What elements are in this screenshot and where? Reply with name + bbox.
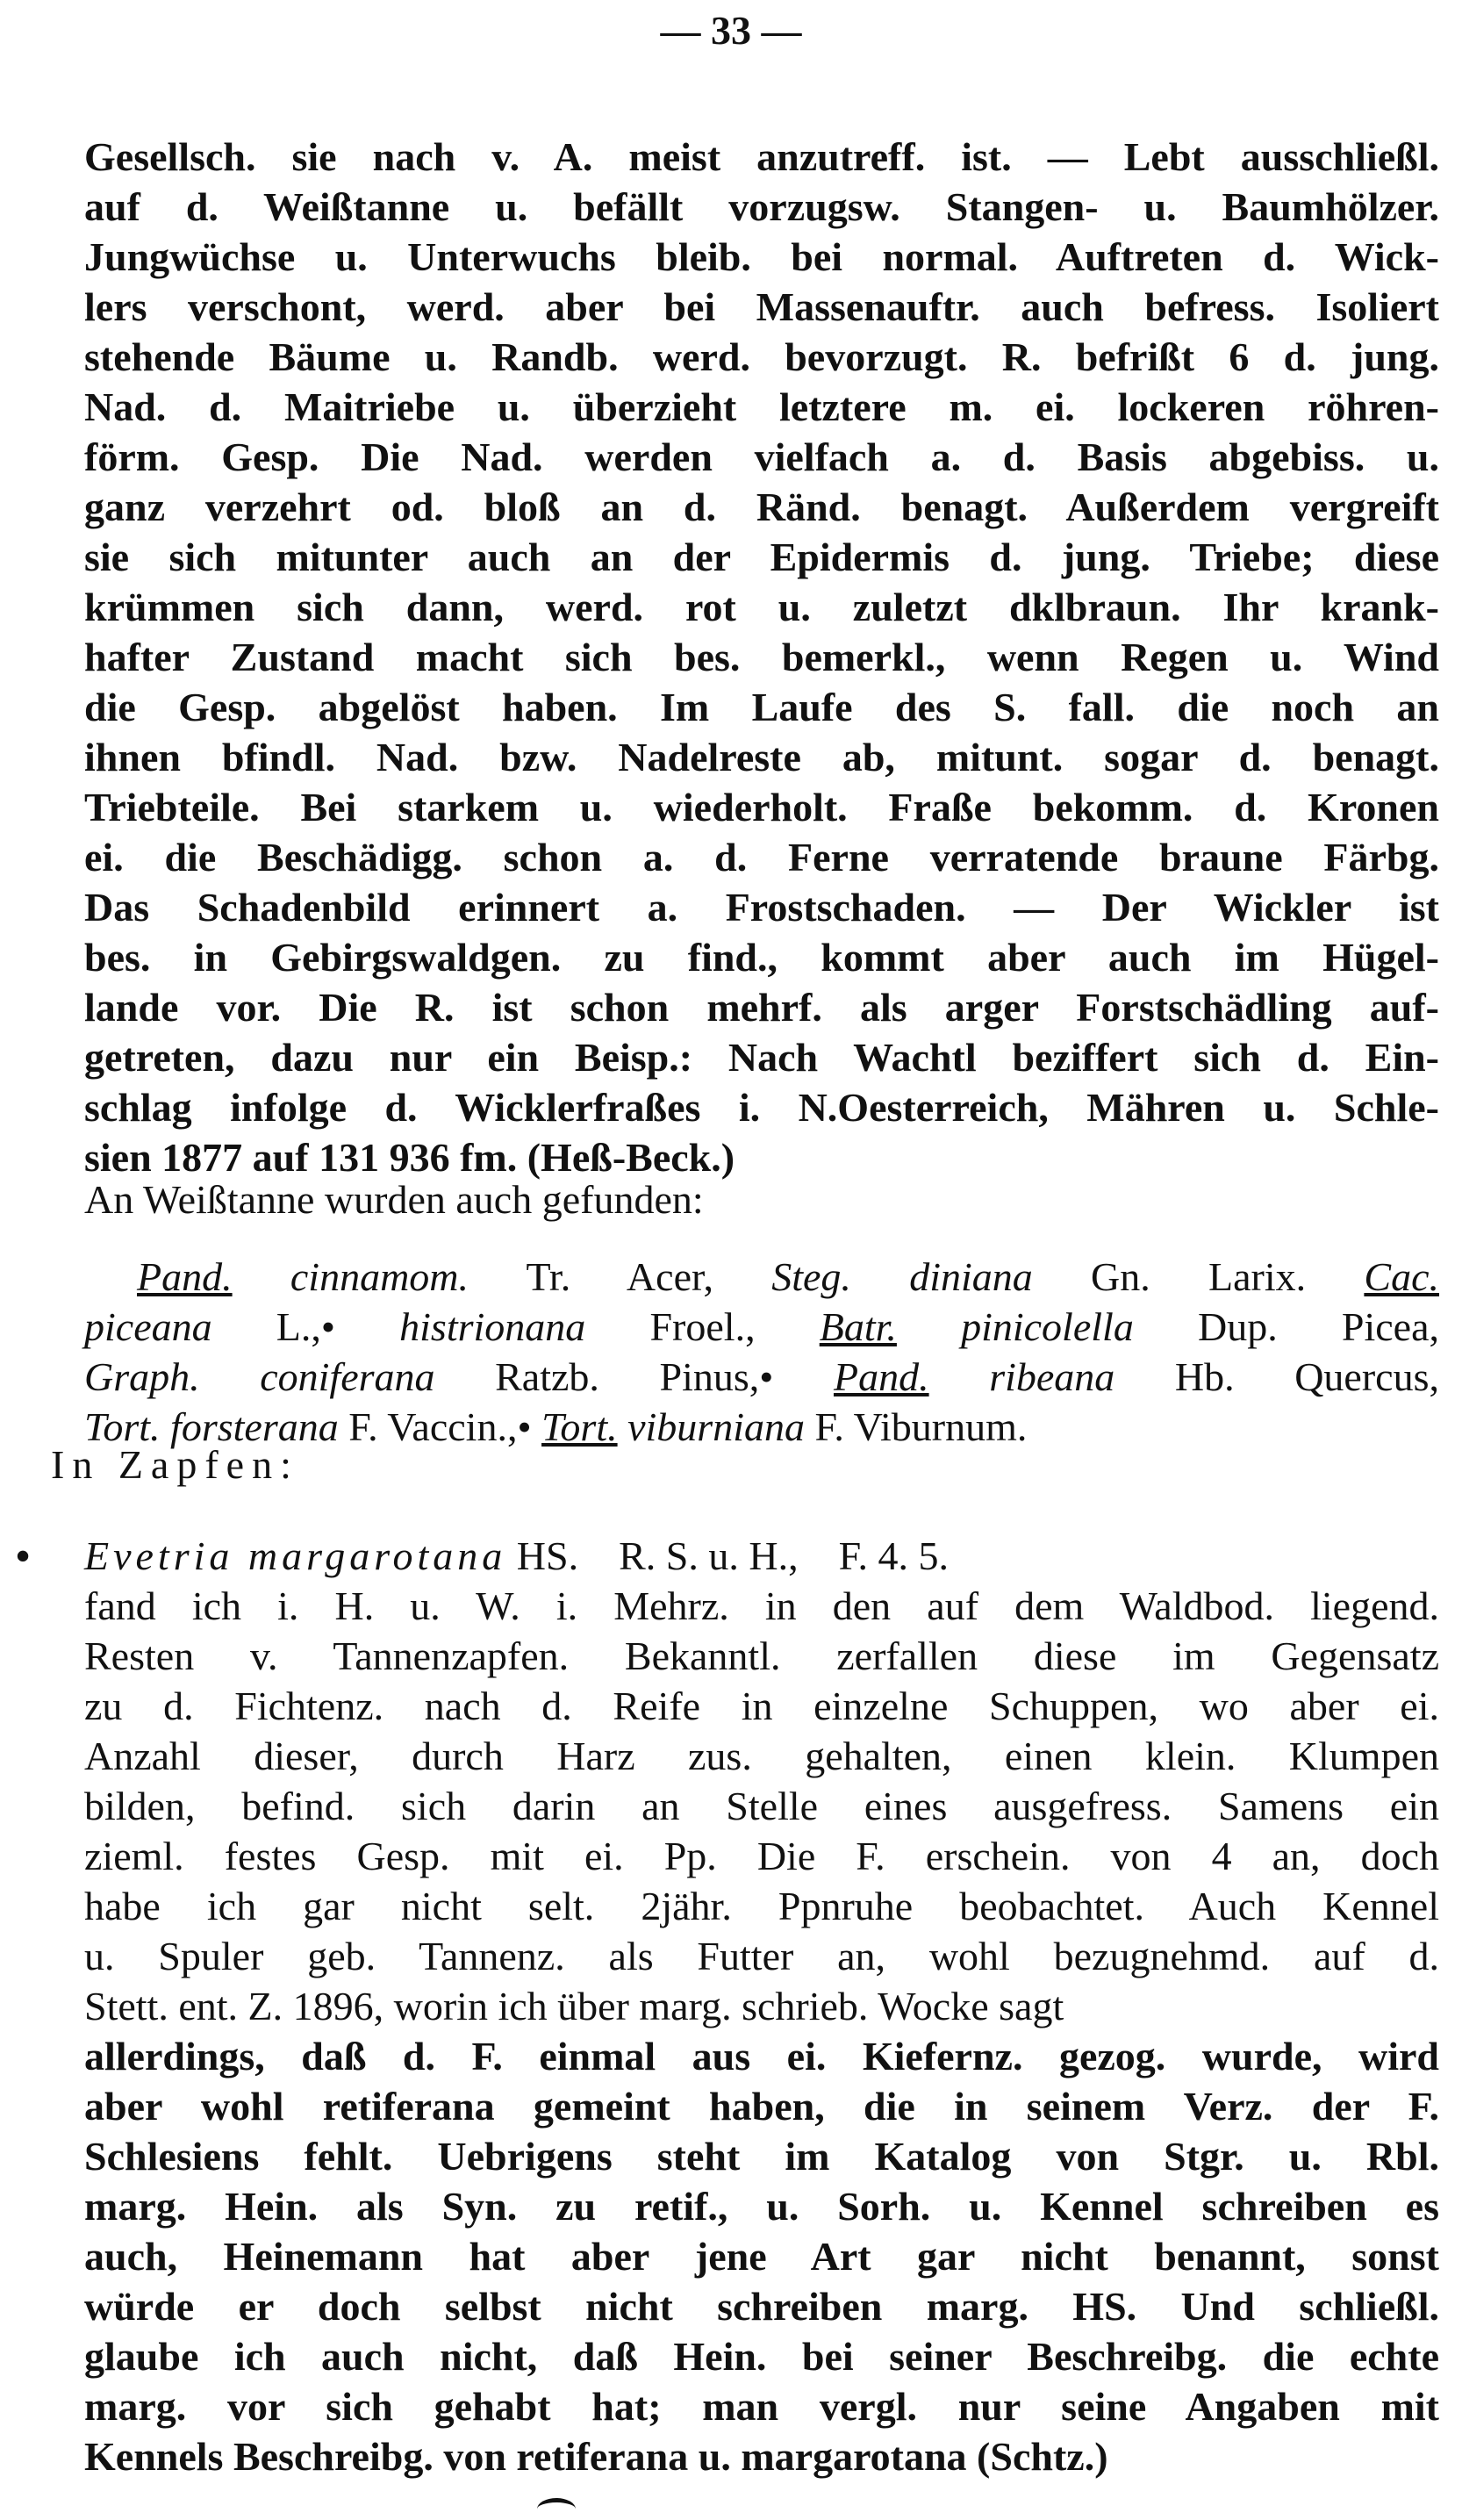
text-line: Schlesiens fehlt. Uebrigens steht im Katalog von Stgr. u. Rbl. [84, 2134, 1439, 2179]
text-line: Nad. d. Maitriebe u. überzieht letztere m. ei. lockeren röhren- [84, 384, 1439, 429]
text-line: lers verschont, werd. aber bei Massenauftr. auch befress. Isoliert [84, 284, 1439, 329]
species-genus: Pand. [833, 1354, 929, 1399]
species-line [84, 1352, 1439, 1402]
text-line: schlag infolge d. Wicklerfraßes i. N.Oesterreich, Mähren u. Schle- [84, 1085, 1439, 1130]
paragraph-zapfen [84, 1581, 1439, 2031]
text-line: allerdings, daß d. F. einmal aus ei. Kiefernz. gezog. wurde, wird [84, 2034, 1439, 2078]
text-line: auch, Heinemann hat aber jene Art gar nicht benannt, sonst [84, 2234, 1439, 2279]
text-line: krümmen sich dann, werd. rot u. zuletzt dklbraun. Ihr krank- [84, 585, 1439, 629]
species-name: Steg. diniana [771, 1254, 1033, 1299]
species-host: Gn. Larix. [1032, 1254, 1365, 1299]
text-line: glaube ich auch nicht, daß Hein. bei seiner Beschreibg. die echte [84, 2334, 1439, 2379]
species-host: Ratzb. Pinus,• [434, 1354, 834, 1399]
text-line: Triebteile. Bei starkem u. wiederholt. Fraße bekomm. d. Kronen [84, 785, 1439, 829]
text-line: marg. Hein. als Syn. zu retif., u. Sorh. u. Kennel schreiben es [84, 2184, 1439, 2229]
text-line: lande vor. Die R. ist schon mehrf. als arger Forstschädling auf- [84, 985, 1439, 1030]
species-host: Dup. Picea, [1133, 1304, 1439, 1349]
species-name: ribeana [928, 1354, 1115, 1399]
species-host: F. Vaccin.,• [338, 1404, 542, 1449]
species-name: piceana [84, 1304, 212, 1349]
species-host: L.,• [211, 1304, 400, 1349]
entry-bullet: • [16, 1533, 31, 1578]
species-host: F. Viburnum. [805, 1404, 1028, 1449]
species-list [84, 1252, 1439, 1452]
text-line: Jungwüchse u. Unterwuchs bleib. bei normal. Auftreten d. Wick- [84, 234, 1439, 279]
text-line: förm. Gesp. Die Nad. werden vielfach a. d. Basis abgebiss. u. [84, 434, 1439, 479]
text-line: habe ich gar nicht selt. 2jähr. Ppnruhe beobachtet. Auch Kennel [84, 1884, 1439, 1928]
species-genus: Tort. [541, 1404, 618, 1449]
entry-species-name: Evetria margarotana [84, 1533, 507, 1578]
species-name: Tort. forsterana [84, 1404, 339, 1449]
text-line: die Gesp. abgelöst haben. Im Laufe des S. fall. die noch an [84, 685, 1439, 729]
species-genus: Batr. [819, 1304, 897, 1349]
paragraph-zapfen-continued [84, 2031, 1439, 2481]
text-line: marg. vor sich gehabt hat; man vergl. nur seine Angaben mit [84, 2384, 1439, 2429]
text-line: Resten v. Tannenzapfen. Bekanntl. zerfallen diese im Gegensatz [84, 1633, 1439, 1678]
text-line: sie sich mitunter auch an der Epidermis d. jung. Triebe; diese [84, 535, 1439, 579]
text-line: Gesellsch. sie nach v. A. meist anzutreff. ist. — Lebt ausschließl. [84, 134, 1439, 179]
section-heading: In Zapfen: [51, 1442, 299, 1487]
entry-margarotana [84, 1531, 1439, 1581]
text-line: getreten, dazu nur ein Beisp.: Nach Wachtl beziffert sich d. Ein- [84, 1035, 1439, 1080]
text-line: Das Schadenbild erinnert a. Frostschaden. — Der Wickler ist [84, 885, 1439, 930]
text-line: stehende Bäume u. Randb. werd. bevorzugt. R. befrißt 6 d. jung. [84, 334, 1439, 379]
text-line: u. Spuler geb. Tannenz. als Futter an, wohl bezugnehmd. auf d. [84, 1934, 1439, 1978]
species-host: Hb. Quercus, [1114, 1354, 1439, 1399]
paragraph-weisstanne [84, 132, 1439, 1182]
text-line: Kennels Beschreibg. von retiferana u. margarotana (Schtz.) [84, 2434, 1108, 2479]
text-line: auf d. Weißtanne u. befällt vorzugsw. Stangen- u. Baumhölzer. [84, 184, 1439, 229]
text-line: zieml. festes Gesp. mit ei. Pp. Die F. erschein. von 4 an, doch [84, 1834, 1439, 1878]
entry-meta: HS. R. S. u. H., F. 4. 5. [506, 1533, 949, 1578]
entry-heading-line [84, 1531, 1439, 1581]
species-name: cinnamom. [232, 1254, 469, 1299]
text-line: ganz verzehrt od. bloß an d. Ränd. benagt. Außerdem vergreift [84, 485, 1439, 529]
found-intro-text: An Weißtanne wurden auch gefunden: [84, 1177, 704, 1222]
text-line: bes. in Gebirgswaldgen. zu find., kommt aber auch im Hügel- [84, 935, 1439, 980]
page-number: — 33 — [660, 8, 802, 53]
text-line: sien 1877 auf 131 936 fm. (Heß-Beck.) [84, 1135, 735, 1180]
text-line: Stett. ent. Z. 1896, worin ich über marg. schrieb. Wocke sagt [84, 1984, 1064, 2028]
text-line: Anzahl dieser, durch Harz zus. gehalten, einen klein. Klumpen [84, 1734, 1439, 1778]
species-host: Froel., [585, 1304, 820, 1349]
species-line [84, 1302, 1439, 1352]
species-genus: Cac. [1364, 1254, 1439, 1299]
species-name: Graph. coniferana [84, 1354, 435, 1399]
text-line: bilden, befind. sich darin an Stelle eines ausgefress. Samens ein [84, 1784, 1439, 1828]
found-intro [84, 1174, 1439, 1224]
text-line: fand ich i. H. u. W. i. Mehrz. in den auf dem Waldbod. liegend. [84, 1583, 1439, 1628]
text-line: aber wohl retiferana gemeint haben, die in seinem Verz. der F. [84, 2084, 1439, 2129]
species-name: histrionana [399, 1304, 586, 1349]
text-line: ihnen bfindl. Nad. bzw. Nadelreste ab, mitunt. sogar d. benagt. [84, 735, 1439, 779]
species-name: pinicolella [896, 1304, 1134, 1349]
text-line: hafter Zustand macht sich bes. bemerkl., wenn Regen u. Wind [84, 635, 1439, 679]
species-genus: Pand. [137, 1254, 233, 1299]
text-line: zu d. Fichtenz. nach d. Reife in einzelne Schuppen, wo aber ei. [84, 1684, 1439, 1728]
species-name: viburniana [617, 1404, 805, 1449]
text-line: ei. die Beschädigg. schon a. d. Ferne verratende braune Färbg. [84, 835, 1439, 879]
species-line [84, 1252, 1439, 1302]
text-line: würde er doch selbst nicht schreiben marg. HS. Und schließl. [84, 2284, 1439, 2329]
page-bottom-mark [537, 2498, 576, 2520]
species-host: Tr. Acer, [469, 1254, 772, 1299]
